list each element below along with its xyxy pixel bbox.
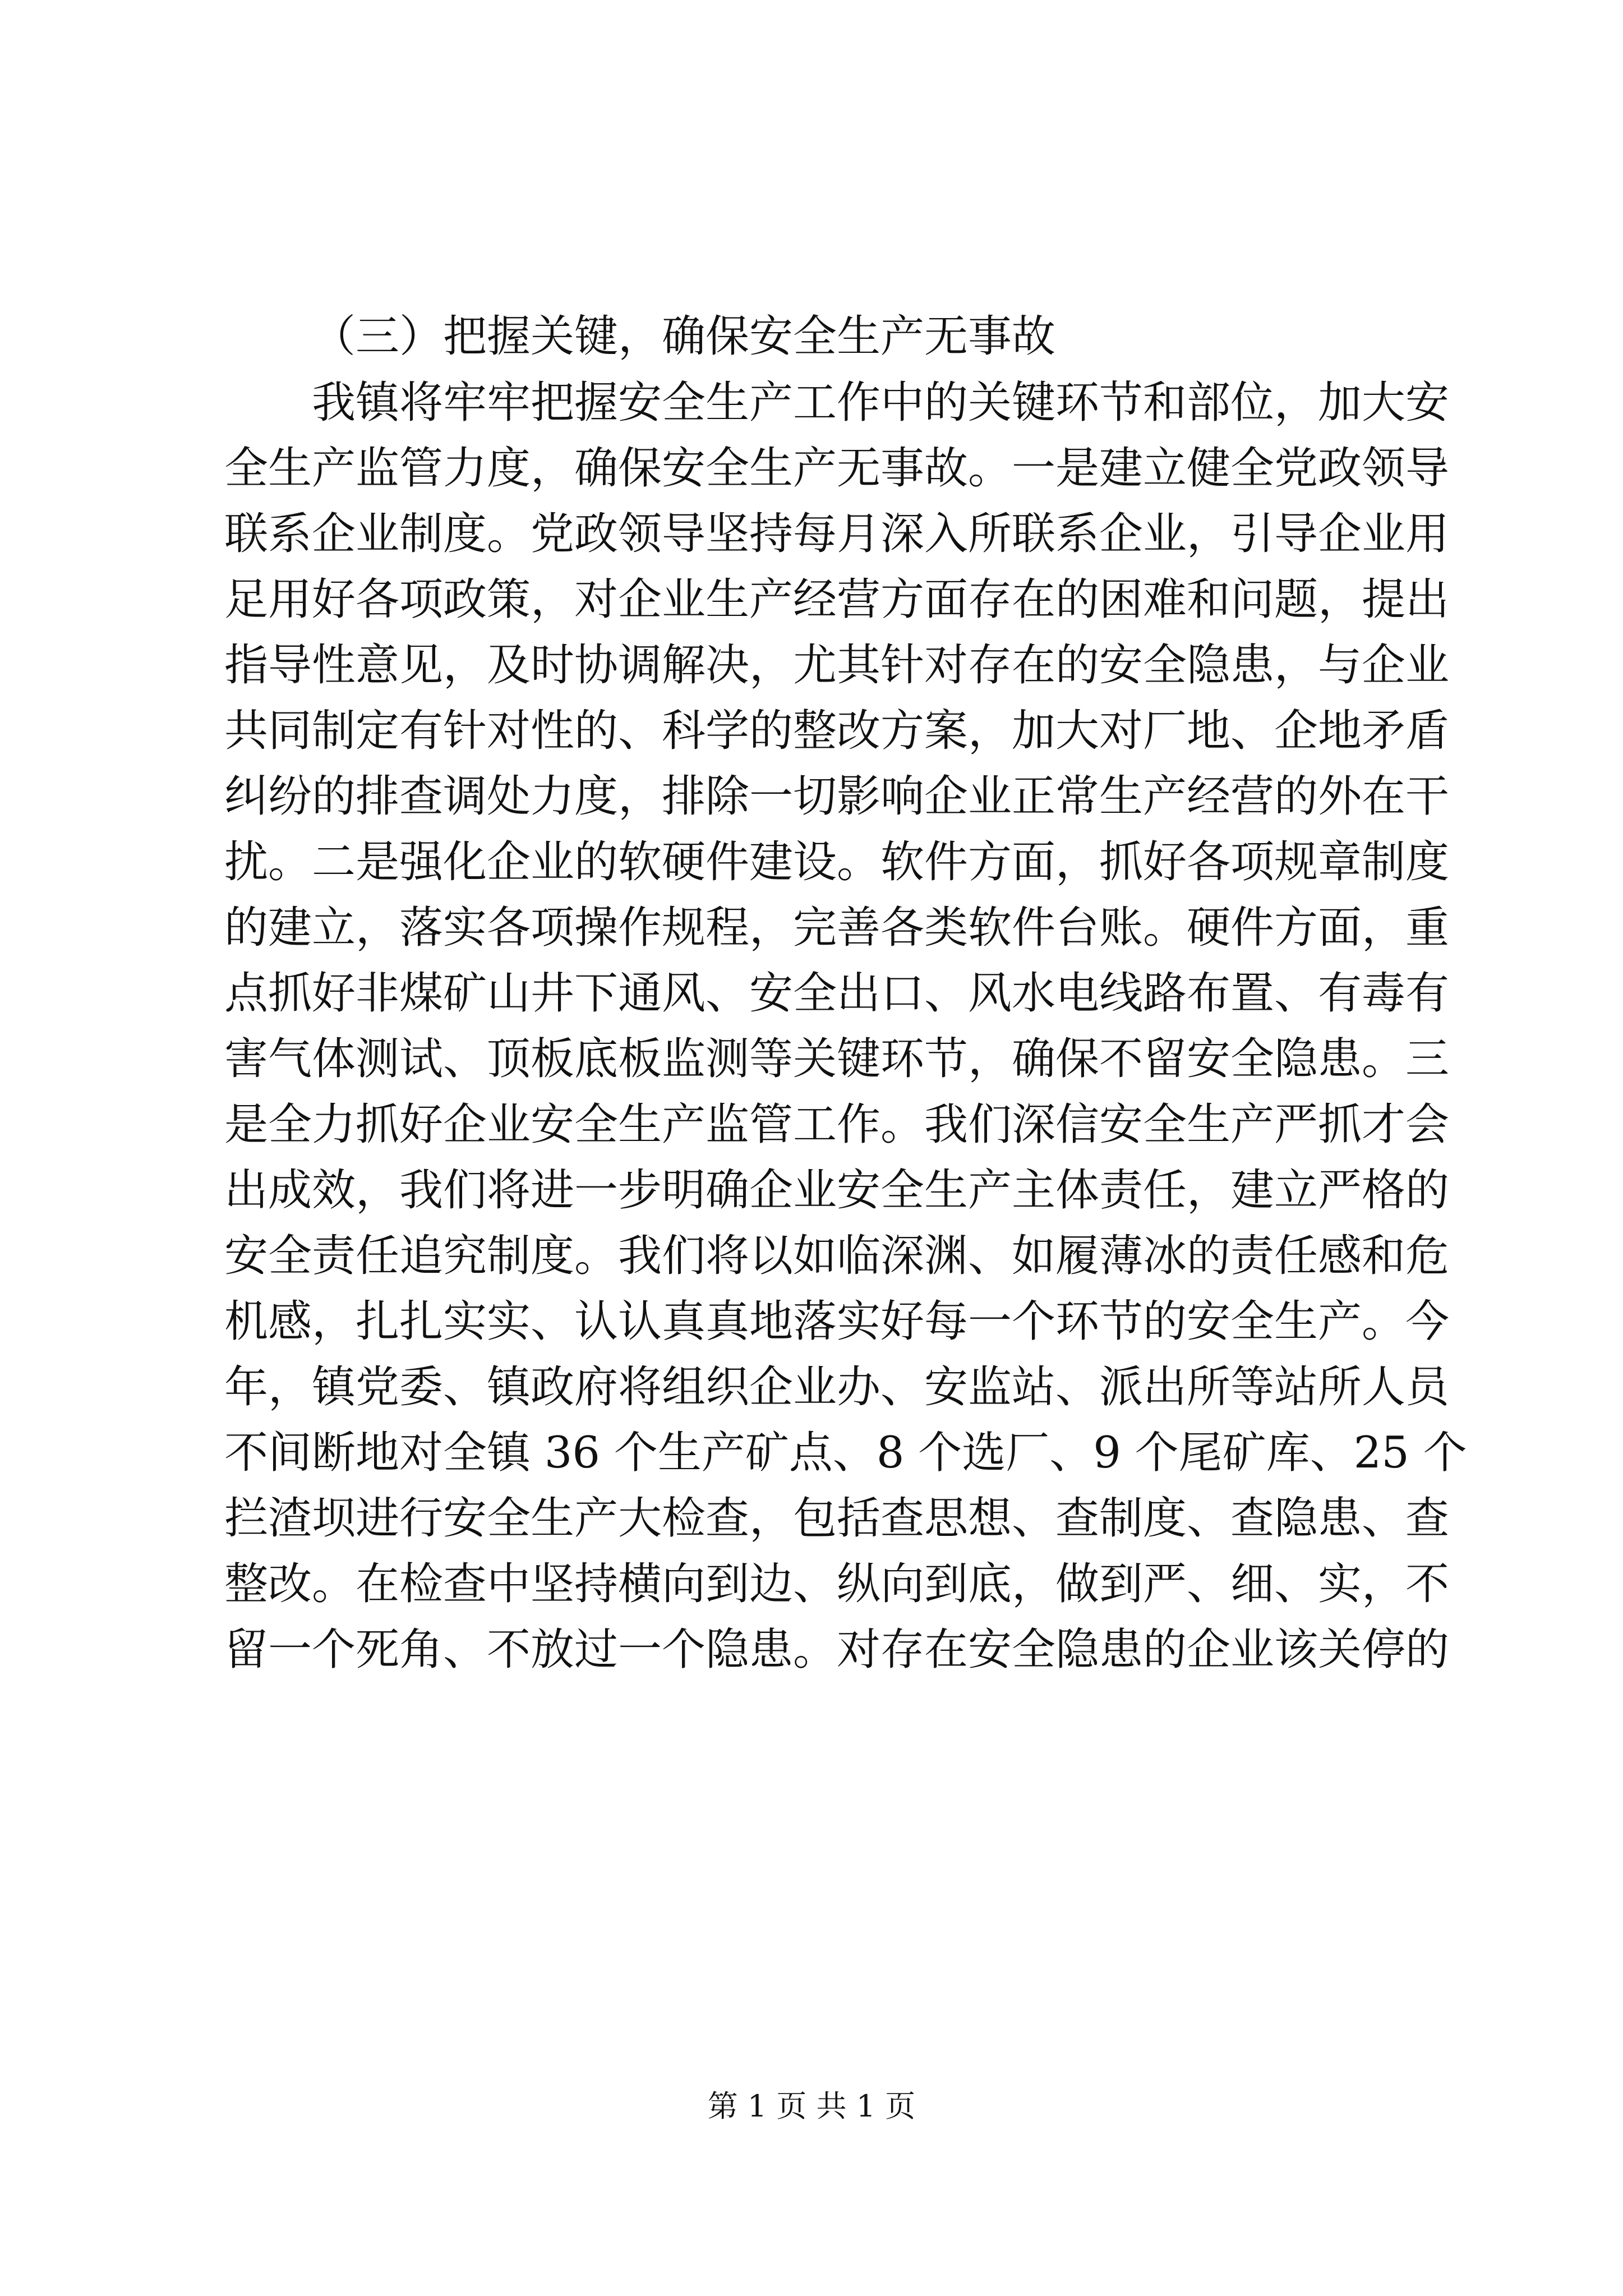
paragraph-line: 年，镇党委、镇政府将组织企业办、安监站、派出所等站所人员 (224, 1362, 1450, 1412)
body-paragraph (224, 370, 1467, 1683)
paragraph-line: 扰。二是强化企业的软硬件建设。软件方面，抓好各项规章制度 (224, 837, 1450, 887)
paragraph-line: 指导性意见，及时协调解决，尤其针对存在的安全隐患，与企业 (224, 640, 1450, 691)
section-heading: （三）把握关键，确保安全生产无事故 (312, 311, 1056, 362)
paragraph-line: 共同制定有针对性的、科学的整改方案，加大对厂地、企地矛盾 (224, 706, 1450, 756)
paragraph-line: 安全责任追究制度。我们将以如临深渊、如履薄冰的责任感和危 (224, 1231, 1450, 1281)
page-footer: 第 1 页 共 1 页 (707, 2088, 916, 2124)
paragraph-line: 全生产监管力度，确保安全生产无事故。一是建立健全党政领导 (224, 443, 1450, 494)
paragraph-line: 机感，扎扎实实、认认真真地落实好每一个环节的安全生产。今 (224, 1296, 1450, 1347)
paragraph-line: 纠纷的排查调处力度，排除一切影响企业正常生产经营的外在干 (224, 771, 1450, 822)
paragraph-line: 的建立，落实各项操作规程，完善各类软件台账。硬件方面，重 (224, 903, 1450, 953)
paragraph-line: 留一个死角、不放过一个隐患。对存在安全隐患的企业该关停的 (224, 1625, 1450, 1675)
paragraph-line: 是全力抓好企业安全生产监管工作。我们深信安全生产严抓才会 (224, 1099, 1450, 1150)
paragraph-line: 不间断地对全镇 36 个生产矿点、8 个选厂、9 个尾矿库、25 个 (224, 1428, 1467, 1478)
paragraph-line: 足用好各项政策，对企业生产经营方面存在的困难和问题，提出 (224, 574, 1450, 625)
paragraph-line: 整改。在检查中坚持横向到边、纵向到底，做到严、细、实，不 (224, 1559, 1450, 1609)
paragraph-line: 出成效，我们将进一步明确企业安全生产主体责任，建立严格的 (224, 1165, 1450, 1216)
paragraph-line: 我镇将牢牢把握安全生产工作中的关键环节和部位，加大安 (312, 378, 1450, 428)
paragraph-line: 拦渣坝进行安全生产大检查，包括查思想、查制度、查隐患、查 (224, 1493, 1450, 1544)
document-content (224, 303, 1467, 1683)
paragraph-line: 害气体测试、顶板底板监测等关键环节，确保不留安全隐患。三 (224, 1034, 1450, 1084)
paragraph-line: 点抓好非煤矿山井下通风、安全出口、风水电线路布置、有毒有 (224, 968, 1450, 1019)
paragraph-line: 联系企业制度。党政领导坚持每月深入所联系企业，引导企业用 (224, 509, 1450, 559)
